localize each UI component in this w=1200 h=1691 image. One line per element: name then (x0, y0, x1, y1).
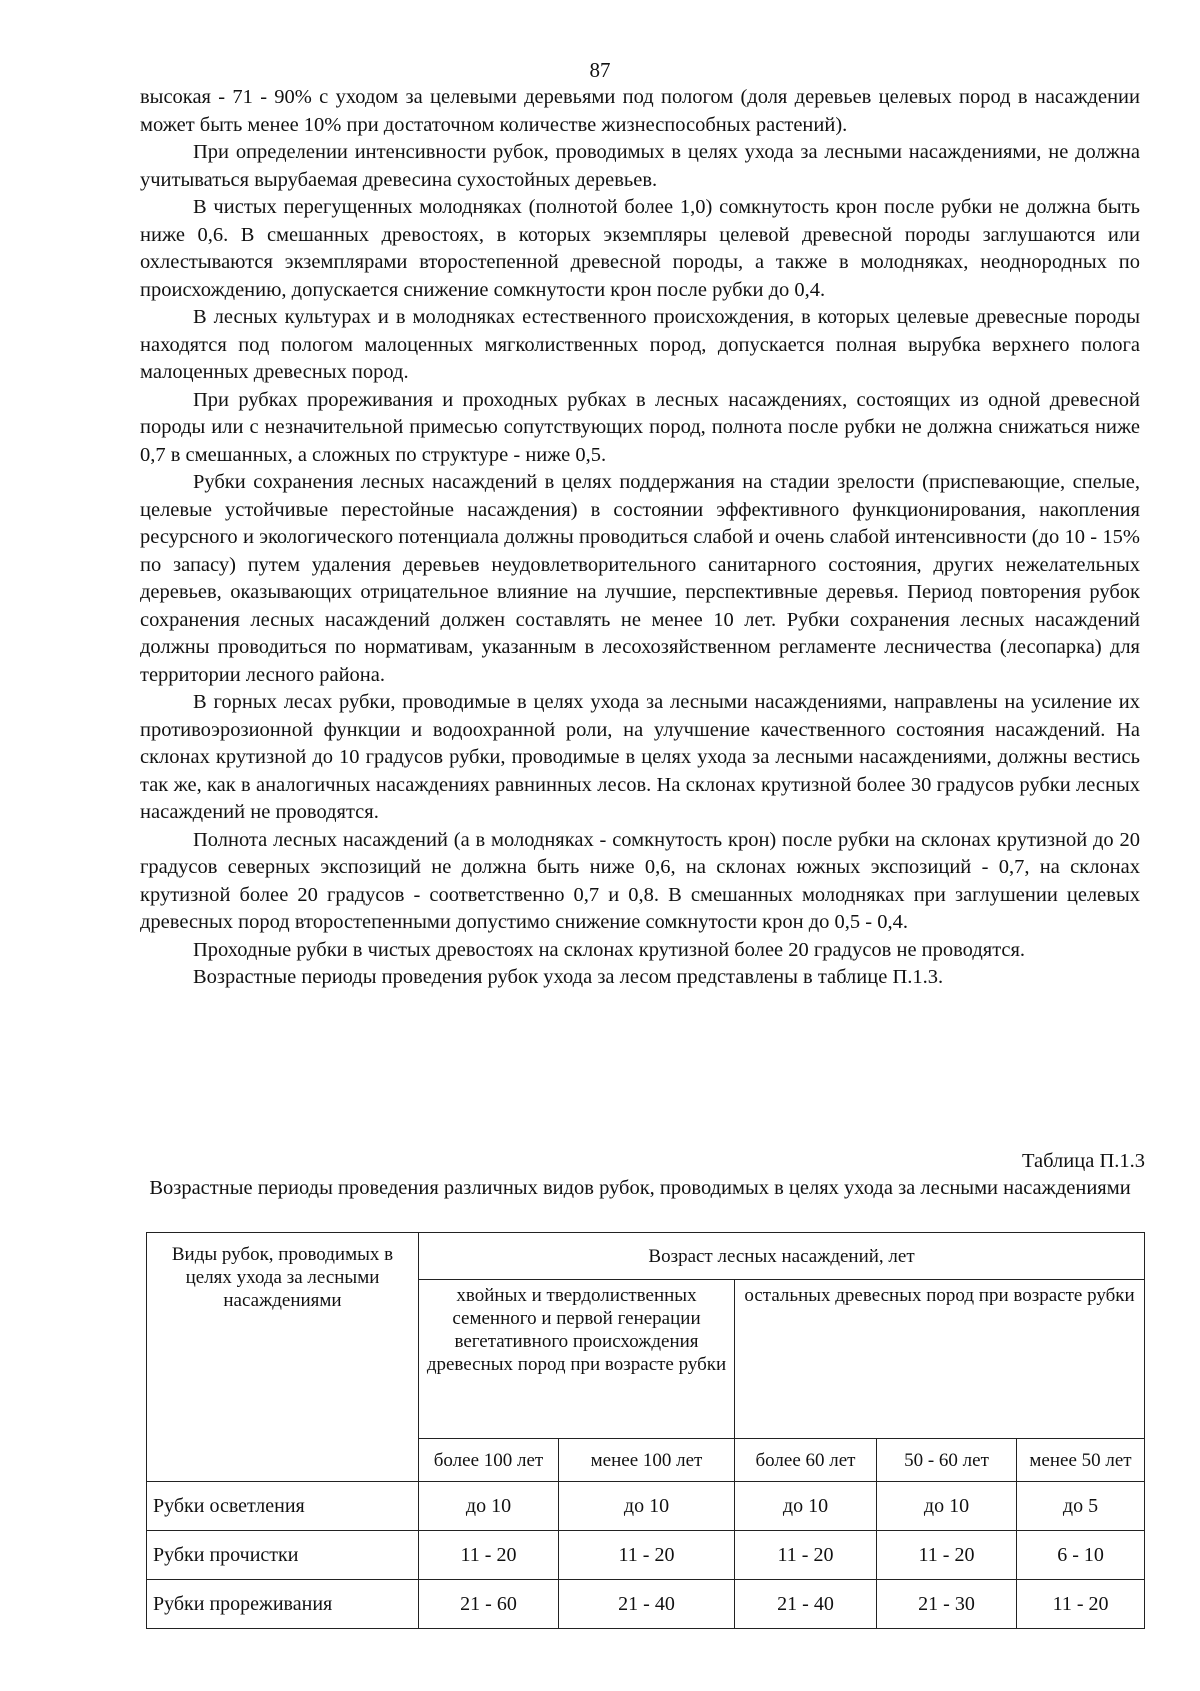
paragraph: Проходные рубки в чистых древостоях на склонах крутизной более 20 градусов не проводятся. (193, 938, 1026, 961)
table-cell: до 10 (877, 1482, 1017, 1531)
paragraph: При определении интенсивности рубок, проводимых в целях ухода за лесными насаждениями, не должна учитываться вырубаемая древесина сухостойных деревьев. (140, 141, 1140, 191)
row-header-cell: Виды рубок, проводимых в целях ухода за лесными насаждениями (147, 1233, 419, 1482)
table-cell: 21 - 40 (735, 1580, 877, 1629)
table-label: Таблица П.1.3 (1022, 1150, 1145, 1172)
table-cell: 6 - 10 (1017, 1531, 1145, 1580)
row-label: Рубки прочистки (147, 1531, 419, 1580)
age-column-header: более 60 лет (735, 1439, 877, 1482)
group-other-cell: остальных древесных пород при возрасте рубки (735, 1280, 1145, 1439)
table-row (147, 1580, 1145, 1629)
page-number: 87 (589, 58, 611, 82)
paragraph: В лесных культурах и в молодняках естественного происхождения, в которых целевые древесные породы находятся под пологом малоценных мягколиственных пород, допускается полная вырубка верхнего полога малоценных древесных пород. (140, 306, 1140, 383)
paragraph: В горных лесах рубки, проводимые в целях ухода за лесными насаждениями, направлены на усиление их противоэрозионной функции и водоохранной роли, на улучшение качественного состояния насаждений. На склонах крутизной до 10 градусов рубки, проводимые в целях ухода за лесными насаждениями, должны вестись так же, как в аналогичных насаждениях равнинных лесов. На склонах крутизной более 30 градусов рубки лесных насаждений не проводятся. (140, 691, 1140, 823)
age-header-cell: Возраст лесных насаждений, лет (419, 1233, 1145, 1280)
table-row (147, 1531, 1145, 1580)
table-cell: 11 - 20 (1017, 1580, 1145, 1629)
row-label: Рубки осветления (147, 1482, 419, 1531)
age-column-header: менее 100 лет (559, 1439, 735, 1482)
paragraph: высокая - 71 - 90% с уходом за целевыми деревьями под пологом (доля деревьев целевых пород в насаждении может быть менее 10% при достаточном количестве жизнеспособных растений). (140, 86, 1140, 136)
table-cell: 21 - 60 (419, 1580, 559, 1629)
table-cell: 11 - 20 (419, 1531, 559, 1580)
table-cell: 11 - 20 (559, 1531, 735, 1580)
table-cell: 11 - 20 (877, 1531, 1017, 1580)
table-cell: до 10 (735, 1482, 877, 1531)
age-column-header: более 100 лет (419, 1439, 559, 1482)
paragraph: Рубки сохранения лесных насаждений в целях поддержания на стадии зрелости (приспевающие, спелые, целевые устойчивые перестойные насаждения) в состоянии эффективного функционирования, накопления ресурсного и экологического потенциала должны проводиться слабой и очень слабой интенсивности (до 10 - 15% по запасу) путем удаления деревьев неудовлетворительного санитарного состояния, других нежелательных деревьев, оказывающих отрицательное влияние на лучшие, перспективные деревья. Период повторения рубок сохранения лесных насаждений должен составлять не менее 10 лет. Рубки сохранения лесных насаждений должны проводиться по нормативам, указанным в лесохозяйственном регламенте лесничества (лесопарка) для территории лесного района. (140, 471, 1140, 686)
paragraph: Полнота лесных насаждений (а в молодняках - сомкнутость крон) после рубки на склонах крутизной до 20 градусов северных экспозиций не должна быть ниже 0,6, на склонах южных экспозиций - 0,7, на склонах крутизной более 20 градусов - соответственно 0,7 и 0,8. В смешанных молодняках при заглушении целевых древесных пород второстепенными допустимо снижение сомкнутости крон до 0,5 - 0,4. (140, 828, 1140, 933)
paragraph: В чистых перегущенных молодняках (полнотой более 1,0) сомкнутость крон после рубки не должна быть ниже 0,6. В смешанных древостоях, в которых экземпляры целевой древесной породы заглушаются или охлестываются экземплярами второстепенной древесной породы, а также в молодняках, неоднородных по происхождению, допускается снижение сомкнутости крон после рубки до 0,4. (140, 196, 1140, 301)
table-cell: 21 - 30 (877, 1580, 1017, 1629)
table-cell: до 10 (419, 1482, 559, 1531)
table-cell: до 10 (559, 1482, 735, 1531)
row-label: Рубки прореживания (147, 1580, 419, 1629)
paragraph: Возрастные периоды проведения рубок ухода за лесом представлены в таблице П.1.3. (193, 966, 944, 988)
group-conifer-cell: хвойных и твердолиственных семенного и первой генерации вегетативного происхождения древесных пород при возрасте рубки (419, 1280, 735, 1439)
body-text (140, 84, 1140, 992)
table-cell: до 5 (1017, 1482, 1145, 1531)
table-row (147, 1482, 1145, 1531)
table-cell: 21 - 40 (559, 1580, 735, 1629)
table-cell: 11 - 20 (735, 1531, 877, 1580)
age-periods-table (146, 1232, 1145, 1629)
table-title: Возрастные периоды проведения различных видов рубок, проводимых в целях ухода за лесными насаждениями (149, 1177, 1131, 1199)
paragraph: При рубках прореживания и проходных рубках в лесных насаждениях, состоящих из одной древесной породы или с незначительной примесью сопутствующих пород, полнота после рубки не должна снижаться ниже 0,7 в смешанных, а сложных по структуре - ниже 0,5. (140, 388, 1140, 466)
age-column-header: менее 50 лет (1017, 1439, 1145, 1482)
age-column-header: 50 - 60 лет (877, 1439, 1017, 1482)
